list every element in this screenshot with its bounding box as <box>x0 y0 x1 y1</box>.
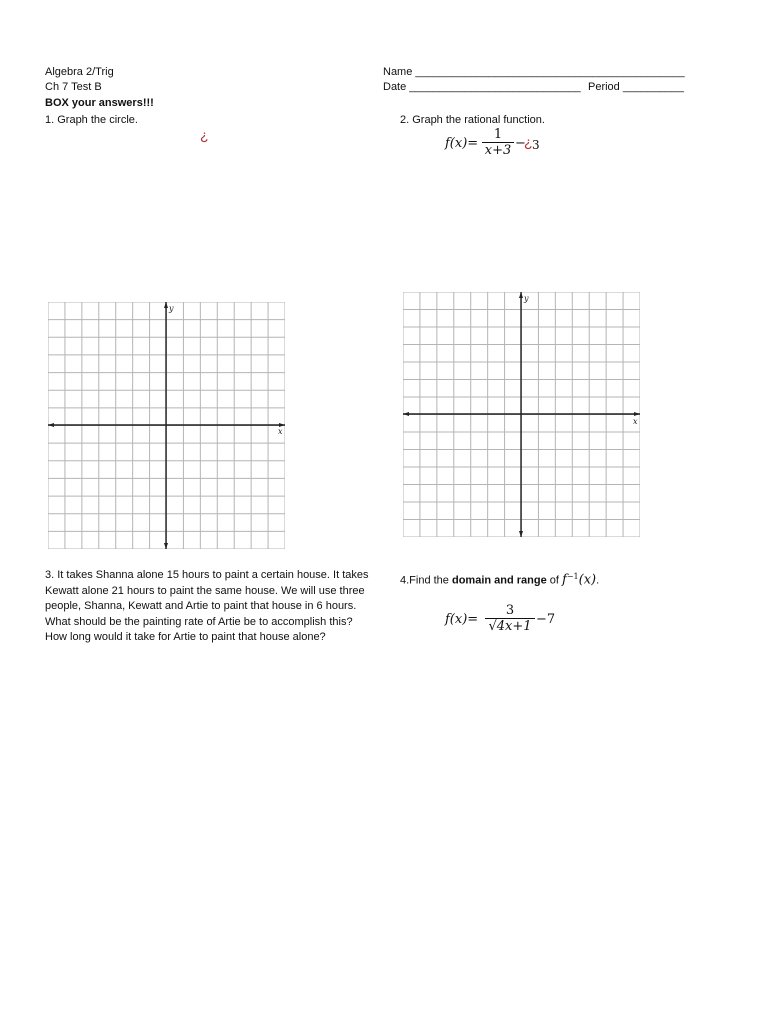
box-note: BOX your answers!!! <box>45 97 154 109</box>
q2-minus: − <box>515 136 526 151</box>
q2-tail: 3 <box>532 138 540 152</box>
x-axis-label: x <box>278 427 283 436</box>
x-axis-label: x <box>633 417 638 426</box>
graph-grid-q1[interactable] <box>48 302 285 549</box>
q4-prompt-start: 4.Find the <box>400 574 452 587</box>
sqrt-icon: √ <box>488 619 497 634</box>
q4-numerator: 3 <box>505 603 515 618</box>
y-arrow-down <box>164 543 168 549</box>
y-arrow-up <box>164 302 168 308</box>
q2-missing-glyph: ¿ <box>524 134 533 150</box>
test-title: Ch 7 Test B <box>45 81 102 93</box>
q2-prompt: 2. Graph the rational function. <box>400 114 545 126</box>
q2-denominator: x+3 <box>484 143 512 158</box>
q4-prompt-bold: domain and range <box>451 574 547 587</box>
q1-missing-glyph: ¿ <box>200 127 209 143</box>
q4-lhs: f(x)= <box>445 612 479 627</box>
course-title: Algebra 2/Trig <box>45 66 114 78</box>
y-axis-label: y <box>169 304 174 313</box>
q4-prompt-of: of <box>546 574 563 587</box>
x-arrow-right <box>634 412 640 416</box>
q4-radicand: 4x+1 <box>496 619 532 634</box>
q4-tail: −7 <box>536 612 556 627</box>
q4-period: . <box>596 574 600 587</box>
q4-inverse-f: f <box>562 572 567 588</box>
name-field[interactable]: Name ____________________________________________ <box>383 66 685 78</box>
q4-inverse-arg: (x) <box>578 572 597 588</box>
period-field[interactable]: Period __________ <box>588 81 685 93</box>
x-arrow-left <box>403 412 409 416</box>
y-axis-label: y <box>524 294 529 303</box>
q3-word-problem: 3. It takes Shanna alone 15 hours to paint a certain house. It takes Kewatt alone 21 hours to paint the same house. We will use three people, Shanna, Kewatt and Artie to paint that house in 6 hours. What should be the painting rate of Artie be to accomplish this? How long would it take for Artie to paint that house alone? <box>45 569 369 644</box>
date-field[interactable]: Date ____________________________ <box>383 81 581 93</box>
q2-lhs: f(x)= <box>445 136 479 151</box>
q4-inverse-exponent: −1 <box>566 572 579 581</box>
q4-prompt <box>400 570 599 588</box>
x-arrow-left <box>48 423 54 427</box>
y-arrow-up <box>519 292 523 298</box>
q4-denominator <box>488 619 531 634</box>
q2-fraction <box>482 127 514 158</box>
y-arrow-down <box>519 531 523 537</box>
q2-numerator: 1 <box>493 127 503 142</box>
q4-fraction <box>485 603 535 634</box>
graph-grid-q2[interactable] <box>403 292 640 537</box>
q1-prompt: 1. Graph the circle. <box>45 114 138 126</box>
